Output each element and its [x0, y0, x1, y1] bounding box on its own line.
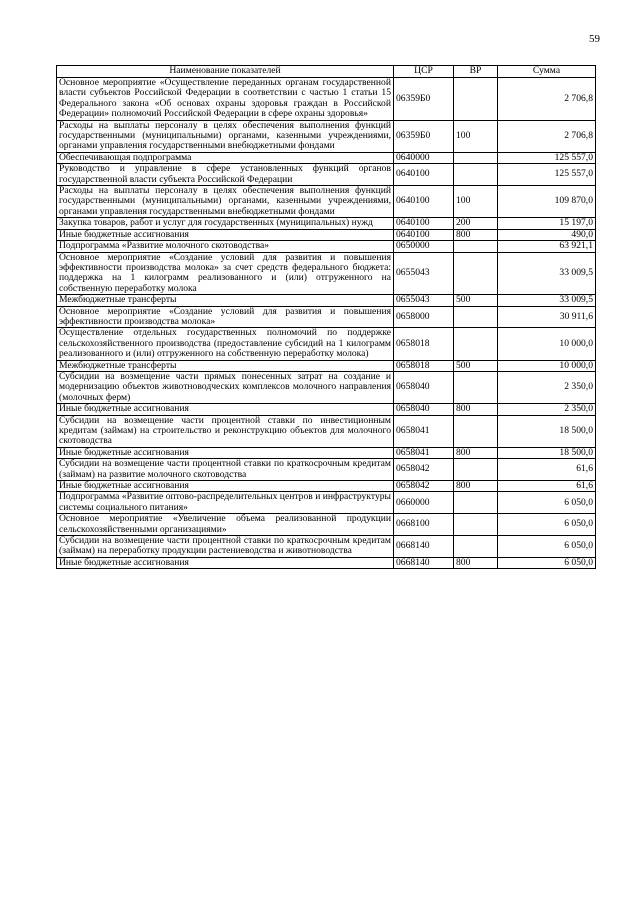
cell-csr: 0640100 [394, 186, 454, 218]
cell-sum: 10 000,0 [498, 328, 596, 360]
cell-csr: 0668140 [394, 536, 454, 558]
cell-sum: 18 500,0 [498, 447, 596, 458]
cell-vr [454, 152, 498, 163]
cell-name: Подпрограмма «Развитие оптово-распределительных центров и инфраструктуры системы социального питания» [57, 492, 394, 514]
budget-table [56, 65, 596, 569]
table-row [57, 164, 596, 186]
cell-csr: 0658042 [394, 459, 454, 481]
cell-sum: 18 500,0 [498, 415, 596, 447]
cell-vr [454, 252, 498, 295]
cell-name: Подпрограмма «Развитие молочного скотоводства» [57, 241, 394, 252]
cell-csr: 0658000 [394, 306, 454, 328]
table-row [57, 447, 596, 458]
cell-sum: 6 050,0 [498, 536, 596, 558]
table-row [57, 120, 596, 152]
table-row [57, 415, 596, 447]
cell-name: Закупка товаров, работ и услуг для государственных (муниципальных) нужд [57, 218, 394, 229]
cell-name: Расходы на выплаты персоналу в целях обеспечения выполнения функций государственными (муниципальными) органами, казенными учреждениями, органами управления государственными внебюджетными фондами [57, 120, 394, 152]
cell-sum: 2 706,8 [498, 120, 596, 152]
cell-csr: 0640100 [394, 229, 454, 240]
cell-name: Субсидии на возмещение части процентной ставки по краткосрочным кредитам (займам) на переработку продукции растениеводства и животноводства [57, 536, 394, 558]
cell-vr [454, 492, 498, 514]
cell-sum: 63 921,1 [498, 241, 596, 252]
table-row [57, 371, 596, 403]
table-row [57, 229, 596, 240]
cell-sum: 6 050,0 [498, 514, 596, 536]
cell-name: Субсидии на возмещение части процентной ставки по инвестиционным кредитам (займам) на строительство и реконструкцию объектов для молочного скотоводства [57, 415, 394, 447]
header-csr: ЦСР [394, 66, 454, 78]
table-body [57, 78, 596, 569]
cell-sum: 2 706,8 [498, 78, 596, 121]
cell-name: Обеспечивающая подпрограмма [57, 152, 394, 163]
header-sum: Сумма [498, 66, 596, 78]
table-row [57, 536, 596, 558]
cell-vr: 800 [454, 229, 498, 240]
table-row [57, 514, 596, 536]
cell-vr: 500 [454, 295, 498, 306]
cell-vr: 800 [454, 557, 498, 568]
cell-vr [454, 78, 498, 121]
cell-vr: 800 [454, 447, 498, 458]
table-row [57, 459, 596, 481]
table-row [57, 306, 596, 328]
cell-vr [454, 459, 498, 481]
table-row [57, 218, 596, 229]
cell-vr: 800 [454, 404, 498, 415]
header-vr: ВР [454, 66, 498, 78]
cell-sum: 109 870,0 [498, 186, 596, 218]
table-row [57, 492, 596, 514]
table-row [57, 557, 596, 568]
cell-sum: 490,0 [498, 229, 596, 240]
cell-csr: 0640100 [394, 164, 454, 186]
cell-csr: 06359Б0 [394, 120, 454, 152]
cell-name: Основное мероприятие «Создание условий для развития и повышения эффективности производства молока» [57, 306, 394, 328]
cell-sum: 33 009,5 [498, 295, 596, 306]
cell-csr: 0640000 [394, 152, 454, 163]
cell-sum: 10 000,0 [498, 360, 596, 371]
cell-csr: 0658018 [394, 328, 454, 360]
table-row [57, 481, 596, 492]
table-header-row [57, 66, 596, 78]
cell-name: Межбюджетные трансферты [57, 295, 394, 306]
cell-sum: 15 197,0 [498, 218, 596, 229]
table-row [57, 78, 596, 121]
table-row [57, 241, 596, 252]
cell-sum: 30 911,6 [498, 306, 596, 328]
cell-csr: 0668100 [394, 514, 454, 536]
cell-vr [454, 514, 498, 536]
table-row [57, 404, 596, 415]
cell-vr: 800 [454, 481, 498, 492]
cell-vr [454, 306, 498, 328]
header-name: Наименование показателей [57, 66, 394, 78]
cell-name: Основное мероприятие «Увеличение объема реализованной продукции сельскохозяйственными организациями» [57, 514, 394, 536]
cell-name: Иные бюджетные ассигнования [57, 404, 394, 415]
cell-name: Межбюджетные трансферты [57, 360, 394, 371]
cell-csr: 0650000 [394, 241, 454, 252]
cell-csr: 0658042 [394, 481, 454, 492]
cell-vr: 100 [454, 120, 498, 152]
cell-name: Иные бюджетные ассигнования [57, 481, 394, 492]
table-row [57, 252, 596, 295]
cell-csr: 0658040 [394, 404, 454, 415]
cell-name: Расходы на выплаты персоналу в целях обеспечения выполнения функций государственными (муниципальными) органами, казенными учреждениями, органами управления государственными внебюджетными фондами [57, 186, 394, 218]
cell-sum: 125 557,0 [498, 164, 596, 186]
cell-csr: 0655043 [394, 295, 454, 306]
cell-vr [454, 164, 498, 186]
cell-csr: 0668140 [394, 557, 454, 568]
cell-csr: 0658041 [394, 447, 454, 458]
page-number: 59 [589, 33, 600, 45]
cell-sum: 33 009,5 [498, 252, 596, 295]
cell-name: Субсидии на возмещение части процентной ставки по краткосрочным кредитам (займам) на развитие молочного скотоводства [57, 459, 394, 481]
cell-csr: 0660000 [394, 492, 454, 514]
cell-vr [454, 328, 498, 360]
cell-sum: 6 050,0 [498, 492, 596, 514]
cell-sum: 2 350,0 [498, 371, 596, 403]
cell-name: Основное мероприятие «Создание условий для развития и повышения эффективности производства молока» за счет средств федерального бюджета: поддержка на 1 килограмм реализованного и (или) отгруженного на собственную переработку молока [57, 252, 394, 295]
cell-name: Руководство и управление в сфере установленных функций органов государственной власти субъекта Российской Федерации [57, 164, 394, 186]
cell-sum: 61,6 [498, 481, 596, 492]
cell-vr [454, 536, 498, 558]
cell-csr: 0655043 [394, 252, 454, 295]
cell-csr: 0658018 [394, 360, 454, 371]
cell-csr: 0640100 [394, 218, 454, 229]
cell-csr: 06359Б0 [394, 78, 454, 121]
table-row [57, 186, 596, 218]
cell-name: Осуществление отдельных государственных полномочий по поддержке сельскохозяйственного производства (предоставление субсидий на 1 килограмм реализованного и (или) отгруженного на собственную переработку молока) [57, 328, 394, 360]
cell-vr [454, 371, 498, 403]
cell-name: Основное мероприятие «Осуществление переданных органам государственной власти субъектов Российской Федерации в соответствии с частью 1 статьи 15 Федерального закона «Об основах охраны здоровья граждан в Российской Федерации» полномочий Российской Федерации в сфере охраны здоровья» [57, 78, 394, 121]
cell-vr [454, 241, 498, 252]
cell-sum: 125 557,0 [498, 152, 596, 163]
table-row [57, 360, 596, 371]
cell-name: Иные бюджетные ассигнования [57, 447, 394, 458]
cell-csr: 0658040 [394, 371, 454, 403]
cell-name: Иные бюджетные ассигнования [57, 229, 394, 240]
cell-vr: 200 [454, 218, 498, 229]
cell-csr: 0658041 [394, 415, 454, 447]
cell-sum: 61,6 [498, 459, 596, 481]
cell-vr: 500 [454, 360, 498, 371]
cell-name: Иные бюджетные ассигнования [57, 557, 394, 568]
cell-vr [454, 415, 498, 447]
table-row [57, 152, 596, 163]
cell-name: Субсидии на возмещение части прямых понесенных затрат на создание и модернизацию объектов животноводческих комплексов молочного направления (молочных ферм) [57, 371, 394, 403]
table-row [57, 295, 596, 306]
table-row [57, 328, 596, 360]
cell-sum: 2 350,0 [498, 404, 596, 415]
cell-sum: 6 050,0 [498, 557, 596, 568]
cell-vr: 100 [454, 186, 498, 218]
